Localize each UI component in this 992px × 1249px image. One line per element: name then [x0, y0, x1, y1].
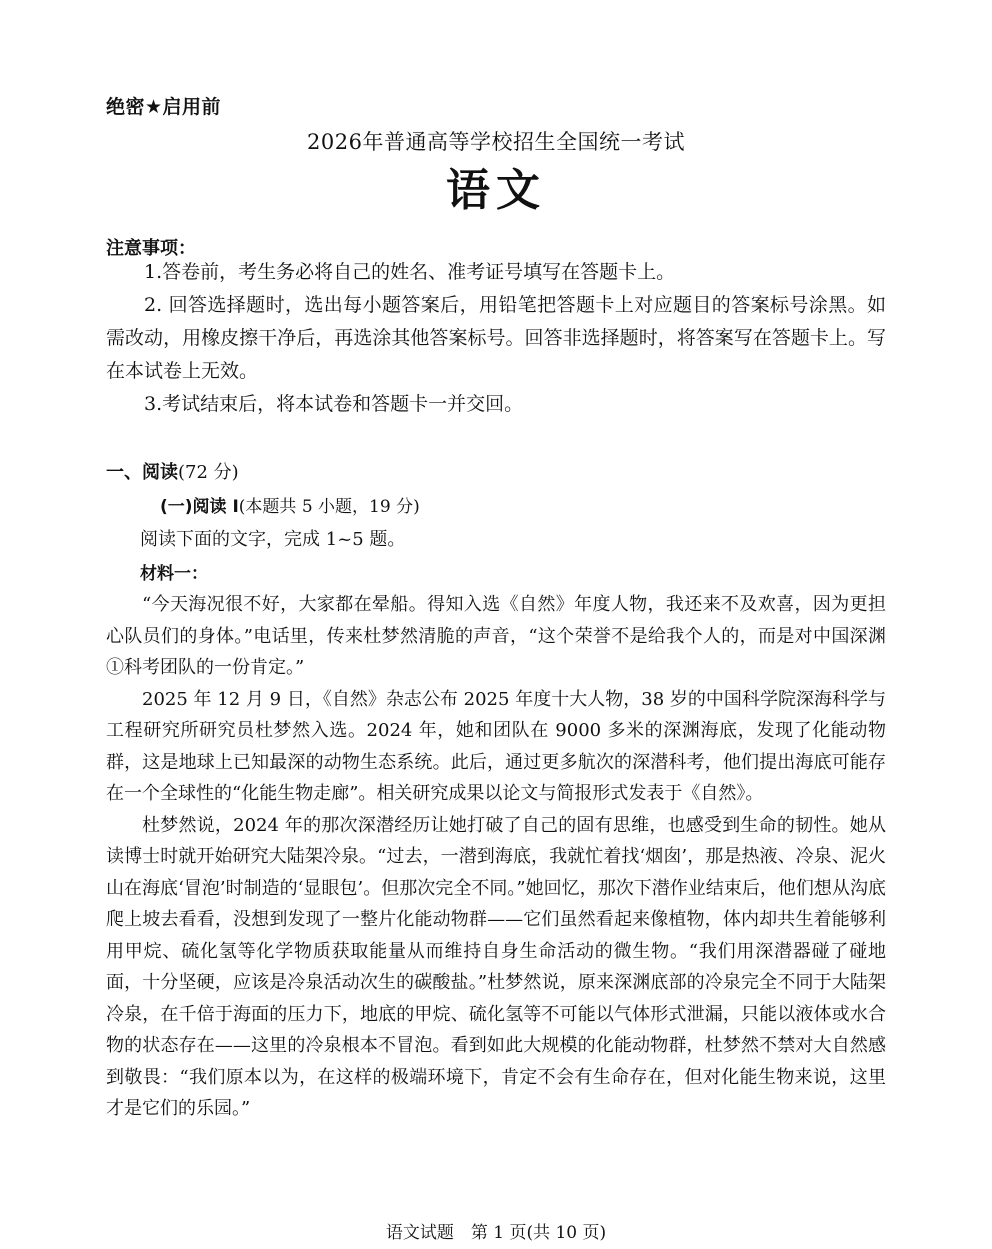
exam-title: 2026年普通高等学校招生全国统一考试 — [307, 130, 685, 154]
subsection-heading — [160, 492, 420, 517]
material-label: 材料一： — [140, 564, 208, 584]
notes-heading: 注意事项： — [106, 238, 196, 259]
passage-paragraph: 2025 年 12 月 9 日，《自然》杂志公布 2025 年度十大人物，38 岁的中国科学院深海科学与工程研究所研究员杜梦然入选。2024 年，她和团队在 9000 多米的深渊海底，发现了化能动物群，这是地球上已知最深的动物生态系统。此后，通过更多航次的深潜科考，他们提出海底可能存在一个全球性的“化能生物走廊”。相关研究成果以论文与简报形式发表于《自然》。 — [106, 688, 886, 804]
reading-passage — [106, 589, 886, 1125]
reading-instruction: 阅读下面的文字，完成 1~5 题。 — [140, 529, 406, 550]
note-item: 2. 回答选择题时，选出每小题答案后，用铅笔把答题卡上对应题目的答案标号涂黑。如需改动，用橡皮擦干净后，再选涂其他答案标号。回答非选择题时，将答案写在答题卡上。写在本试卷上无效。 — [106, 294, 886, 382]
passage-paragraph: “今天海况很不好，大家都在晕船。得知入选《自然》年度人物，我还来不及欢喜，因为更担心队员们的身体。”电话里，传来杜梦然清脆的声音，“这个荣誉不是给我个人的，而是对中国深渊①科考团队的一份肯定。” — [106, 594, 886, 678]
section-points: (72 分) — [178, 462, 239, 483]
subject-title: 语文 — [446, 165, 546, 216]
section-heading — [106, 458, 239, 484]
note-item: 1.答卷前，考生务必将自己的姓名、准考证号填写在答题卡上。 — [144, 261, 676, 283]
note-item: 3.考试结束后，将本试卷和答题卡一并交回。 — [144, 393, 524, 415]
page-footer: 语文试题 第 1 页(共 10 页) — [385, 1223, 607, 1243]
notes-list — [106, 256, 886, 421]
confidential-mark: 绝密★启用前 — [106, 96, 222, 118]
subsection-detail: (本题共 5 小题，19 分) — [238, 497, 420, 517]
passage-paragraph: 杜梦然说，2024 年的那次深潜经历让她打破了自己的固有思维，也感受到生命的韧性。她从读博士时就开始研究大陆架冷泉。“过去，一潜到海底，我就忙着找‘烟囱’，那是热液、冷泉、泥火山在海底‘冒泡’时制造的‘显眼包’。但那次完全不同。”她回忆，那次下潜作业结束后，他们想从沟底爬上坡去看看，没想到发现了一整片化能动物群——它们虽然看起来像植物，体内却共生着能够利用甲烷、硫化氢等化学物质获取能量从而维持自身生命活动的微生物。“我们用深潜器碰了碰地面，十分坚硬，应该是冷泉活动次生的碳酸盐。”杜梦然说，原来深渊底部的冷泉完全不同于大陆架冷泉，在千倍于海面的压力下，地底的甲烷、硫化氢等不可能以气体形式泄漏，只能以液体或水合物的状态存在——这里的冷泉根本不冒泡。看到如此大规模的化能动物群，杜梦然不禁对大自然感到敬畏：“我们原本以为，在这样的极端环境下，肯定不会有生命存在，但对化能生物来说，这里才是它们的乐园。” — [106, 814, 886, 1119]
section-title: 一、阅读 — [106, 462, 178, 483]
subsection-title: (一)阅读 I — [160, 497, 239, 517]
